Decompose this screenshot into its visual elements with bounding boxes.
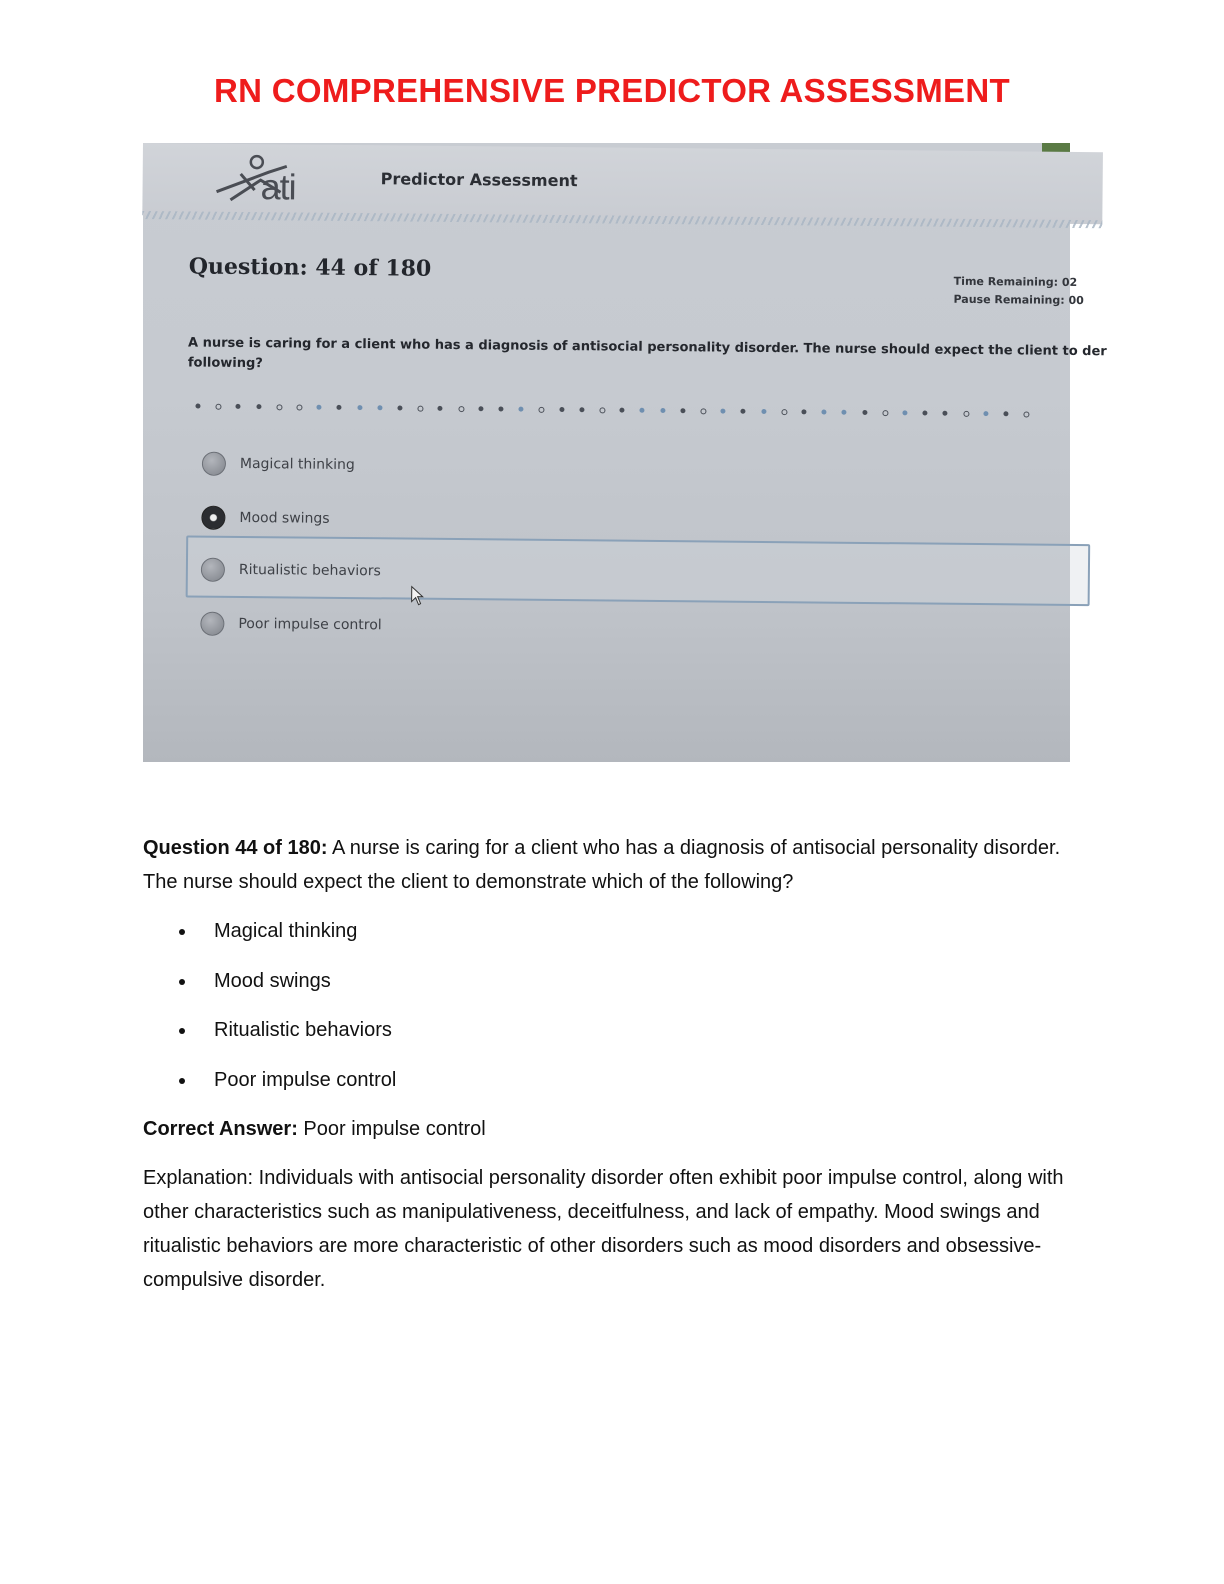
list-item: Poor impulse control: [143, 1063, 943, 1113]
nav-dot[interactable]: [640, 408, 645, 413]
nav-dot[interactable]: [923, 410, 928, 415]
question-label: Question 44 of 180:: [143, 837, 328, 859]
question-stem-line: A nurse is caring for a client who has a diagnosis of antisocial personality disorder. The nurse should expect the client to der: [188, 335, 1107, 360]
nav-dot[interactable]: [882, 410, 888, 416]
nav-dot[interactable]: [943, 411, 948, 416]
nav-dot[interactable]: [862, 410, 867, 415]
list-item: Ritualistic behaviors: [143, 1013, 943, 1063]
nav-dot[interactable]: [1024, 411, 1030, 417]
explanation-paragraph: Explanation: Individuals with antisocial personality disorder often exhibit poor impulse control, along with other characteristics such as manipulativeness, deceitfulness, and lack of empathy. Mood swings and ritualistic behaviors are more characteristic of other disorders such as mood disorders and obsessive-compulsive disorder.: [143, 1167, 1064, 1291]
answer-text: Poor impulse control: [303, 1118, 486, 1140]
answer-label: Correct Answer:: [143, 1118, 298, 1140]
timers: [953, 273, 1084, 310]
nav-dot[interactable]: [579, 407, 584, 412]
radio-button[interactable]: [200, 612, 224, 636]
nav-dot[interactable]: [842, 410, 847, 415]
nav-dot[interactable]: [1003, 411, 1008, 416]
list-item: Magical thinking: [143, 914, 943, 964]
nav-dot[interactable]: [498, 406, 503, 411]
question-counter: Question: 44 of 180: [188, 253, 432, 282]
app-title: Predictor Assessment: [380, 169, 578, 191]
pause-remaining: Pause Remaining: 00: [953, 292, 1084, 308]
nav-dot[interactable]: [680, 408, 685, 413]
nav-dot[interactable]: [216, 404, 222, 410]
nav-dot[interactable]: [700, 408, 706, 414]
radio-button[interactable]: [201, 558, 225, 582]
time-remaining: Time Remaining: 02: [953, 274, 1078, 289]
nav-dot[interactable]: [599, 407, 605, 413]
nav-dot[interactable]: [438, 406, 443, 411]
options-list: [143, 914, 943, 1112]
question-stem: [188, 333, 1118, 382]
nav-dot[interactable]: [963, 411, 969, 417]
logo-text: ati: [260, 166, 296, 208]
nav-dot[interactable]: [721, 409, 726, 414]
nav-dot[interactable]: [337, 405, 342, 410]
nav-dot[interactable]: [620, 408, 625, 413]
question-text: A nurse is caring for a client who has a diagnosis of antisocial personality disorder. The nurse should expect the client to demonstrate which of the following?: [143, 837, 1061, 893]
nav-dot[interactable]: [317, 405, 322, 410]
option-label: Mood swings: [239, 509, 330, 527]
nav-dot[interactable]: [761, 409, 766, 414]
nav-dot[interactable]: [276, 404, 282, 410]
nav-dot[interactable]: [559, 407, 564, 412]
correct-answer-line: [143, 1112, 1073, 1146]
question-paragraph: [143, 831, 1073, 899]
photo-content: [137, 143, 1107, 792]
nav-dot[interactable]: [357, 405, 362, 410]
nav-dot[interactable]: [236, 404, 241, 409]
screenshot-photo: [143, 143, 1107, 762]
list-item: Mood swings: [143, 964, 943, 1014]
nav-dot[interactable]: [195, 404, 200, 409]
nav-dot[interactable]: [256, 404, 261, 409]
radio-button[interactable]: [202, 452, 226, 476]
nav-dot[interactable]: [902, 410, 907, 415]
question-stem-line: following?: [187, 355, 263, 372]
nav-dot[interactable]: [539, 407, 545, 413]
question-navigation-dots[interactable]: [195, 404, 1075, 422]
nav-dot[interactable]: [377, 405, 382, 410]
document-title: RN COMPREHENSIVE PREDICTOR ASSESSMENT: [214, 72, 1010, 109]
nav-dot[interactable]: [983, 411, 988, 416]
nav-dot[interactable]: [519, 407, 524, 412]
nav-dot[interactable]: [781, 409, 787, 415]
nav-dot[interactable]: [660, 408, 665, 413]
mouse-pointer-icon: [411, 586, 425, 606]
option-label: Poor impulse control: [238, 615, 382, 634]
option-label: Magical thinking: [239, 455, 355, 474]
radio-button-selected[interactable]: [201, 506, 225, 530]
nav-dot[interactable]: [741, 409, 746, 414]
nav-dot[interactable]: [397, 405, 402, 410]
option-label: Ritualistic behaviors: [238, 561, 381, 580]
nav-dot[interactable]: [822, 410, 827, 415]
nav-dot[interactable]: [418, 406, 424, 412]
nav-dot[interactable]: [296, 404, 302, 410]
nav-dot[interactable]: [478, 406, 483, 411]
nav-dot[interactable]: [801, 409, 806, 414]
nav-dot[interactable]: [458, 406, 464, 412]
